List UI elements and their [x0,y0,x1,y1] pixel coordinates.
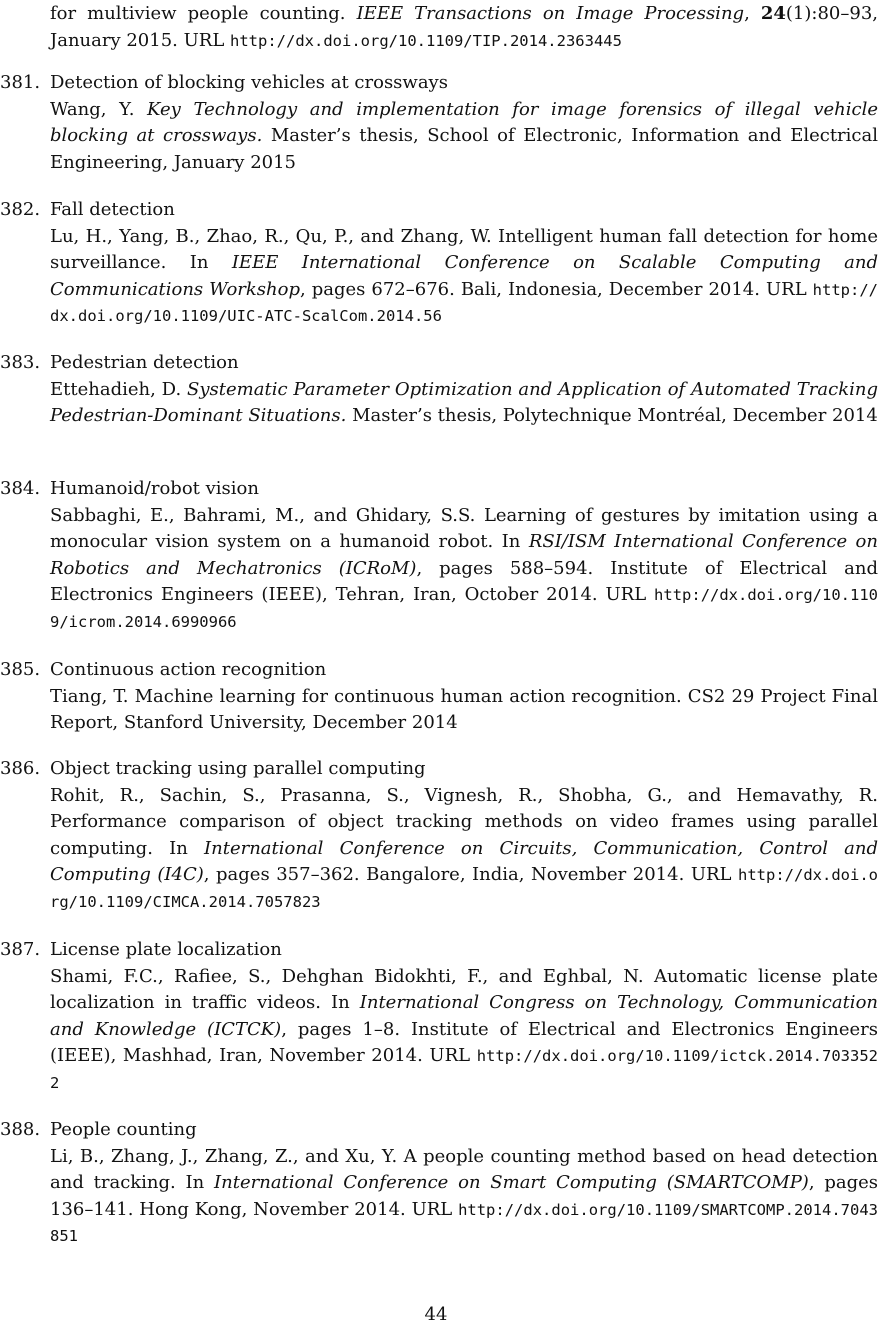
entry-title: Systematic Parameter Optimization and Application of Automated Tracking Pedestrian-Dominant Situations. [50,378,878,426]
entry-rest: , pages 588–594. Institute of Electrical and Electronics Engineers (IEEE), Tehran, Iran, October 2014. URL [50,557,878,605]
entry-authors: Shami, F.C., Rafiee, S., Dehghan Bidokhti, F., and Eghbal, N. Automatic license plate localization in traffic videos. In [50,965,878,1013]
entry-venue: International Congress on Technology, Communication and Knowledge (ICTCK) [50,992,878,1040]
continued-text-a: for multiview people counting. [50,3,357,24]
entry-url-link[interactable]: http://dx.doi.org/10.1109/CIMCA.2014.7057823 [50,866,878,911]
entry-url-link[interactable]: http://dx.doi.org/10.1109/SMARTCOMP.2014.7043851 [50,1200,878,1245]
entry-topic: Detection of blocking vehicles at crossways [50,72,448,93]
entry-authors: Sabbaghi, E., Bahrami, M., and Ghidary, S.S. Learning of gestures by imitation using a monocular vision system on a humanoid robot. In [50,504,878,552]
page-number: 44 [424,1304,448,1325]
entry-number: 385. [0,659,41,680]
entry-number: 386. [0,758,41,779]
entry-number: 381. [0,72,41,93]
entry-body [50,224,878,330]
entry-topic: People counting [50,1119,197,1140]
entry-body [50,964,878,1097]
entry-number: 382. [0,199,41,220]
entry-url-link[interactable]: http://dx.doi.org/10.1109/ictck.2014.7033522 [50,1047,878,1092]
entry-number: 387. [0,939,41,960]
entry-url-link[interactable]: http://dx.doi.org/10.1109/icrom.2014.6990966 [50,586,878,631]
entry-body [50,377,878,430]
entry-topic: Continuous action recognition [50,659,327,680]
entry-topic: Object tracking using parallel computing [50,758,426,779]
entry-rest: Master’s thesis, Polytechnique Montréal, December 2014 [346,405,878,426]
entry-body [50,684,878,737]
entry-authors: Li, B., Zhang, J., Zhang, Z., and Xu, Y. A people counting method based on head detection and tracking. In [50,1145,878,1193]
entry-body [50,1144,878,1250]
entry-venue: International Conference on Circuits, Communication, Control and Computing (I4C) [50,837,878,885]
entry-rest: Master’s thesis, School of Electronic, Information and Electrical Engineering, January 2015 [50,125,878,173]
entry-rest: , pages 672–676. Bali, Indonesia, December 2014. URL [299,278,813,300]
entry-authors: Lu, H., Yang, B., Zhao, R., Qu, P., and Zhang, W. Intelligent human fall detection for home surveillance. In [50,225,878,273]
continued-reference [50,1,878,54]
entry-topic: Humanoid/robot vision [50,478,259,499]
entry-rest: , pages 357–362. Bangalore, India, November 2014. URL [203,864,739,885]
continued-text-b: , [744,3,761,24]
continued-url-link[interactable]: http://dx.doi.org/10.1109/TIP.2014.2363445 [230,31,622,50]
entry-url-link[interactable]: http://dx.doi.org/10.1109/UIC-ATC-ScalCom.2014.56 [50,280,878,325]
continued-text-c: (1):80–93, January 2015. URL [50,3,878,51]
entry-venue: International Conference on Smart Computing (SMARTCOMP) [214,1172,809,1193]
entry-authors: Ettehadieh, D. [50,378,188,400]
entry-number: 388. [0,1119,41,1140]
entry-body [50,503,878,636]
entry-venue: IEEE International Conference on Scalable Computing and Communications Workshop [50,252,879,300]
continued-volume: 24 [760,3,786,24]
entry-number: 383. [0,352,41,373]
entry-body [50,783,878,916]
entry-topic: License plate localization [50,939,282,960]
entry-rest: , pages 136–141. Hong Kong, November 2014. URL [50,1172,879,1220]
entry-authors: Rohit, R., Sachin, S., Prasanna, S., Vignesh, R., Shobha, G., and Hemavathy, R. Performance comparison of object tracking methods on video frames using parallel computing. In [50,784,878,859]
entry-rest: , pages 1–8. Institute of Electrical and Electronics Engineers (IEEE), Mashhad, Iran, November 2014. URL [50,1018,878,1066]
continued-venue: IEEE Transactions on Image Processing [356,3,745,24]
entry-authors: Tiang, T. Machine learning for continuous human action recognition. CS2 29 Project Final Report, Stanford University, December 2014 [50,685,878,733]
entry-number: 384. [0,478,41,499]
entry-body [50,97,878,177]
entry-venue: RSI/ISM International Conference on Robotics and Mechatronics (ICRoM) [50,531,878,579]
entry-topic: Fall detection [50,199,175,220]
entry-title: Key Technology and implementation for image forensics of illegal vehicle blocking at crossways. [50,98,878,146]
entry-topic: Pedestrian detection [50,352,239,373]
entry-authors: Wang, Y. [50,98,148,120]
